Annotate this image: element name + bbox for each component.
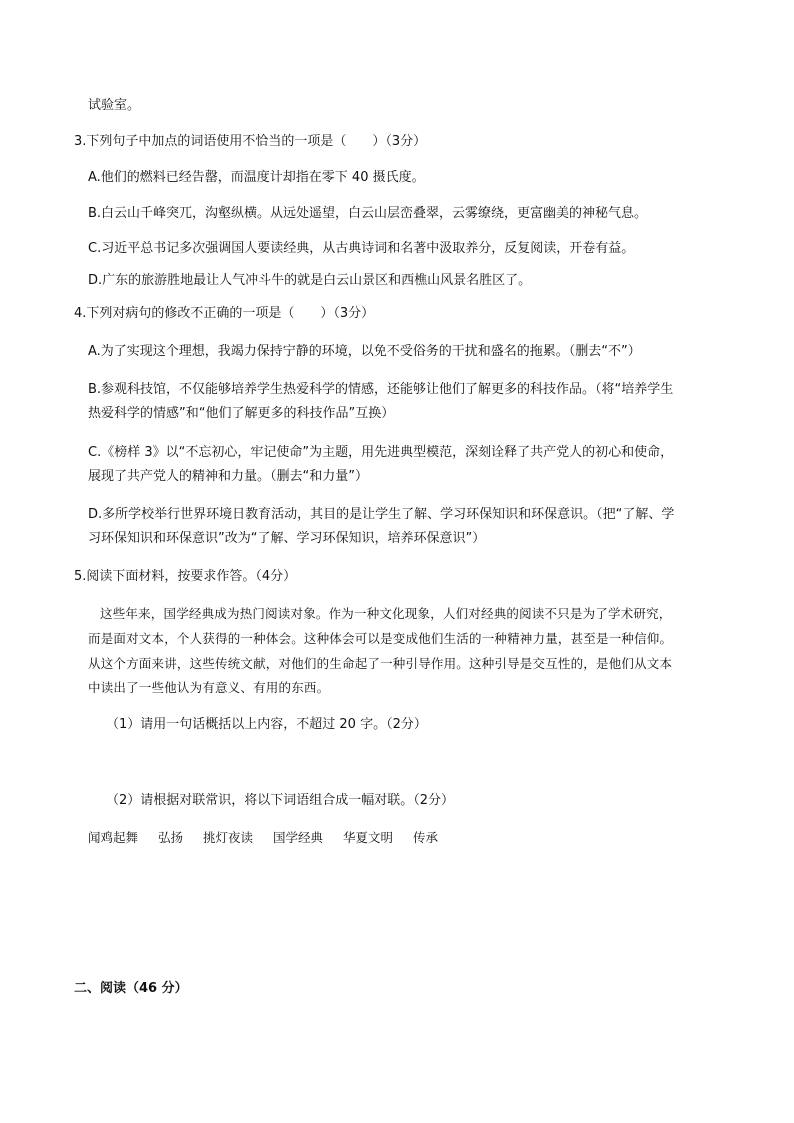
question-4-option-c-line2: 展现了共产党人的精神和力量。（删去“和力量”） bbox=[88, 469, 368, 484]
question-3-stem: 3.下列句子中加点的词语使用不恰当的一项是（ ）（3分） bbox=[74, 134, 427, 149]
word-item: 弘扬 bbox=[158, 830, 184, 845]
word-item: 闻鸡起舞 bbox=[88, 830, 139, 845]
passage-line-1: 这些年来，国学经典成为热门阅读对象。作为一种文化现象，人们对经典的阅读不只是为了学术研究， bbox=[100, 606, 672, 621]
question-4-option-c-line1: C.《榜样 3》以“不忘初心，牢记使命”为主题，用先进典型模范，深刻诠释了共产党人的初心和使命， bbox=[88, 445, 674, 460]
word-item: 华夏文明 bbox=[343, 830, 394, 845]
word-item: 挑灯夜读 bbox=[203, 830, 254, 845]
question-3-option-a: A.他们的燃料已经告罄，而温度计却指在零下 40 摄氏度。 bbox=[88, 170, 425, 185]
question-3-option-d: D.广东的旅游胜地最让人气冲斗牛的就是白云山景区和西樵山风景名胜区了。 bbox=[88, 273, 532, 288]
continuation-line: 试验室。 bbox=[88, 98, 141, 113]
section-heading-reading: 二、阅读（46 分） bbox=[74, 981, 188, 996]
word-item: 传承 bbox=[413, 830, 439, 845]
question-3-option-c: C.习近平总书记多次强调国人要读经典，从古典诗词和名著中汲取养分，反复阅读，开卷有益。 bbox=[88, 241, 635, 256]
question-5-sub-1: （1）请用一句话概括以上内容，不超过 20 字。（2分） bbox=[106, 717, 427, 732]
question-4-option-d-line2: 习环保知识和环保意识”改为“了解、学习环保知识，培养环保意识”） bbox=[88, 531, 486, 546]
question-3-option-b: B.白云山千峰突兀，沟壑纵横。从远处遥望，白云山层峦叠翠，云雾缭绕，更富幽美的神秘气息。 bbox=[88, 206, 648, 221]
word-list bbox=[88, 829, 454, 847]
question-4-option-b-line1: B.参观科技馆，不仅能够培养学生热爱科学的情感，还能够让他们了解更多的科技作品。（将“培养学生 bbox=[88, 382, 674, 397]
passage-line-2: 而是面对文本，个人获得的一种体会。这种体会可以是变成他们生活的一种精神力量，甚至是一种信仰。 bbox=[88, 631, 673, 646]
word-item: 国学经典 bbox=[273, 830, 324, 845]
question-4-option-a: A.为了实现这个理想，我竭力保持宁静的环境，以免不受俗务的干扰和盛名的拖累。（删去“不”） bbox=[88, 344, 641, 359]
question-4-stem: 4.下列对病句的修改不正确的一项是（ ）（3分） bbox=[74, 306, 375, 321]
passage-line-4: 中读出了一些他认为有意义、有用的东西。 bbox=[88, 680, 330, 695]
question-5-sub-2: （2）请根据对联常识，将以下词语组合成一幅对联。（2分） bbox=[106, 793, 455, 808]
question-5-stem: 5.阅读下面材料，按要求作答。（4分） bbox=[74, 569, 297, 584]
question-4-option-d-line1: D.多所学校举行世界环境日教育活动，其目的是让学生了解、学习环保知识和环保意识。（把“了解、学 bbox=[88, 507, 675, 522]
passage-line-3: 从这个方面来讲，这些传统文献，对他们的生命起了一种引导作用。这种引导是交互性的，是他们从文本 bbox=[88, 656, 673, 671]
question-4-option-b-line2: 热爱科学的情感”和“他们了解更多的科技作品”互换） bbox=[88, 406, 395, 421]
